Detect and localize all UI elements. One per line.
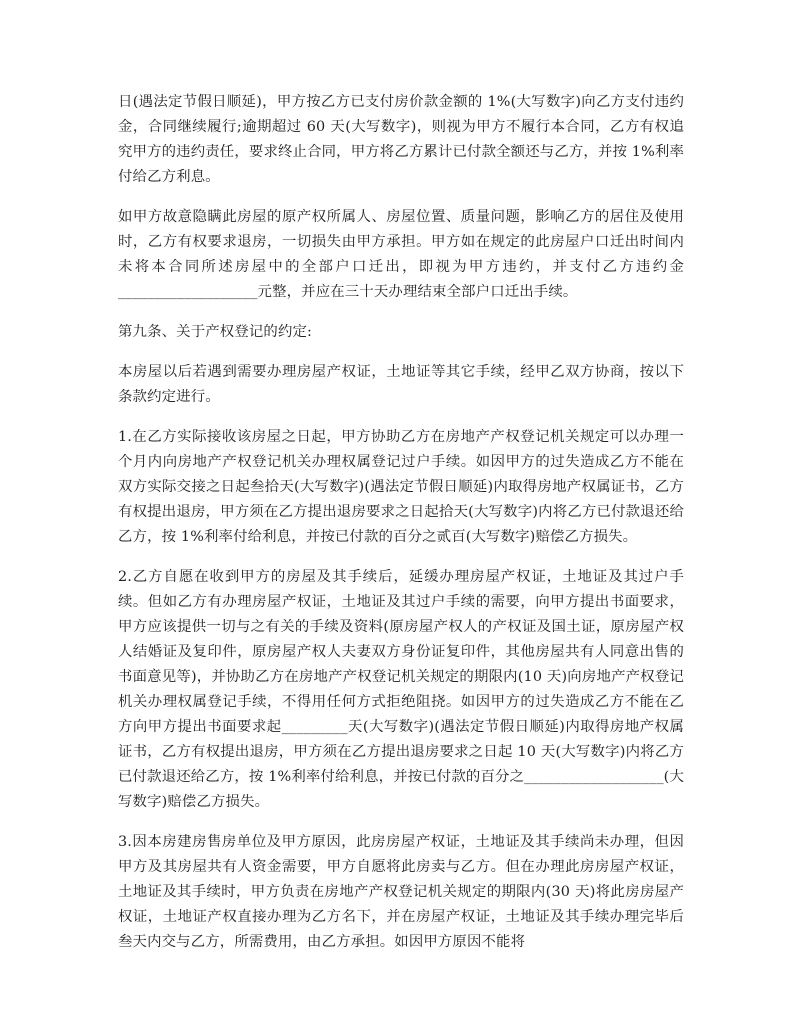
paragraph-clause-3: 3.因本房建房售房单位及甲方原因，此房房屋产权证，土地证及其手续尚未办理，但因甲方及其房屋共有人资金需要，甲方自愿将此房卖与乙方。但在办理此房房屋产权证，土地证及其手续时，甲方负责在房地产产权登记机关规定的期限内(30 天)将此房房屋产权证，土地证产权直接办理为乙方名下，并在房屋产权证，土地证及其手续办理完毕后叁天内交与乙方，所需费用，由乙方承担。如因甲方原因不能将 xyxy=(118,834,684,950)
paragraph-concealment-clause: 如甲方故意隐瞒此房屋的原产权所属人、房屋位置、质量问题，影响乙方的居住及使用时，乙方有权要求退房，一切损失由甲方承担。甲方如在规定的此房屋户口迁出时间内未将本合同所述房屋中的全部户口迁出，即视为甲方违约，并支付乙方违约金___________________元整，并应在三十天办理结束全部户口迁出手续。 xyxy=(118,209,684,300)
paragraph-breach-penalty: 日(遇法定节假日顺延)，甲方按乙方已支付房价款金额的 1%(大写数字)向乙方支付违约金，合同继续履行;逾期超过 60 天(大写数字)，则视为甲方不履行本合同，乙方有权追究甲方的违约责任，要求终止合同，甲方将乙方累计已付款全额还与乙方，并按 1%利率付给乙方利息。 xyxy=(118,94,684,185)
paragraph-clause-2: 2.乙方自愿在收到甲方的房屋及其手续后，延缓办理房屋产权证，土地证及其过户手续。但如乙方有办理房屋产权证，土地证及其过户手续的需要，向甲方提出书面要求，甲方应该提供一切与之有关的手续及资料(原房屋产权人的产权证及国土证，原房屋产权人结婚证及复印件，原房屋产权人夫妻双方身份证复印件，其他房屋共有人同意出售的书面意见等)，并协助乙方在房地产产权登记机关规定的期限内(10 天)向房地产产权登记机关办理权属登记手续，不得用任何方式拒绝阻挠。如因甲方的过失造成乙方不能在乙方向甲方提出书面要求起_________天(大写数字)(遇法定节假日顺延)内取得房地产权属证书，乙方有权提出退房，甲方须在乙方提出退房要求之日起 10 天(大写数字)内将乙方已付款退还给乙方，按 1%利率付给利息，并按已付款的百分之___________________(大写数字)赔偿乙方损失。 xyxy=(118,569,684,810)
paragraph-clause-1: 1.在乙方实际接收该房屋之日起，甲方协助乙方在房地产产权登记机关规定可以办理一个月内向房地产产权登记机关办理权属登记过户手续。如因甲方的过失造成乙方不能在双方实际交接之日起叁拾天(大写数字)(遇法定节假日顺延)内取得房地产权属证书，乙方有权提出退房，甲方须在乙方提出退房要求之日起拾天(大写数字)内将乙方已付款退还给乙方，按 1%利率付给利息，并按已付款的百分之贰百(大写数字)赔偿乙方损失。 xyxy=(118,429,684,545)
section-heading-article-9: 第九条、关于产权登记的约定: xyxy=(118,324,313,340)
paragraph-registration-intro: 本房屋以后若遇到需要办理房屋产权证，土地证等其它手续，经甲乙双方协商，按以下条款约定进行。 xyxy=(118,364,684,405)
document-page xyxy=(118,90,684,970)
